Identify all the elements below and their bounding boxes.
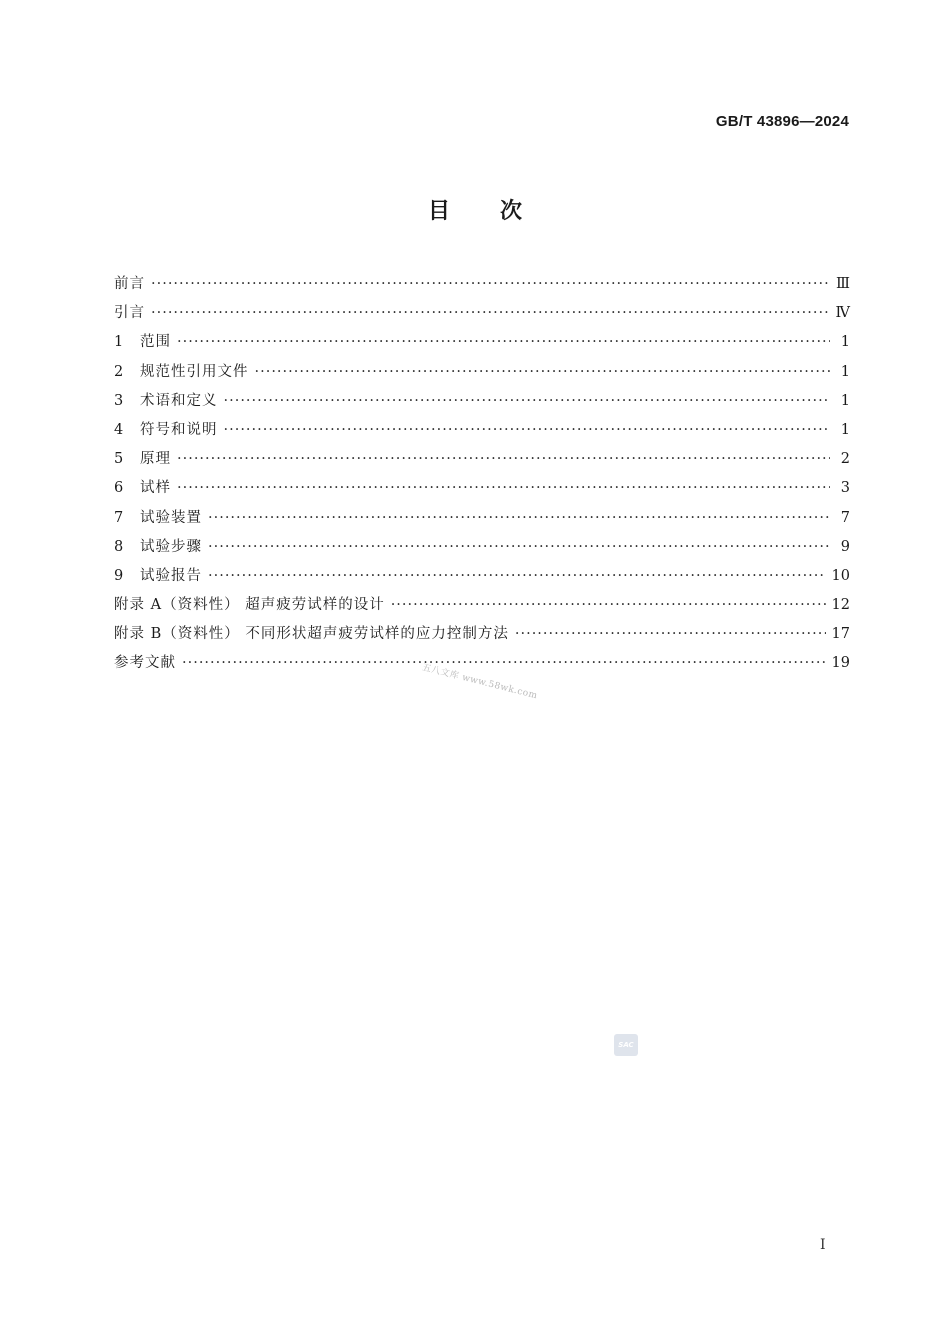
sac-logo: SAC	[614, 1034, 638, 1056]
toc-entry-label: 参考文献	[114, 655, 176, 672]
toc-entry-page: 2	[840, 451, 850, 468]
toc-entry-page: 1	[840, 363, 850, 380]
toc-entry-label: 前言	[114, 276, 145, 292]
toc-entry-number: 8	[114, 538, 124, 555]
toc-entry-9[interactable]	[114, 562, 850, 591]
toc-entry-page: 1	[840, 392, 850, 409]
toc-entry-label: 附录 A（资料性） 超声疲劳试样的设计	[114, 597, 385, 614]
table-of-contents	[114, 270, 850, 679]
toc-entry-number: 4	[114, 421, 124, 438]
toc-entry-label: 原理	[140, 451, 171, 468]
toc-entry-page: 9	[840, 538, 850, 555]
page-number: I	[820, 1237, 826, 1253]
toc-entry-page: 1	[840, 421, 850, 438]
toc-entry-label: 试验报告	[140, 567, 202, 584]
toc-entry-2[interactable]	[114, 358, 850, 387]
toc-entry-label: 试样	[140, 480, 171, 497]
toc-entry-page: 10	[831, 567, 850, 584]
toc-entry-label: 术语和定义	[140, 392, 218, 409]
toc-entry-label: 规范性引用文件	[140, 363, 249, 380]
toc-entry-page: 17	[831, 626, 850, 643]
toc-entry-page: Ⅲ	[836, 276, 850, 292]
toc-entry-number: 7	[114, 509, 124, 526]
toc-entry-number: 6	[114, 480, 124, 497]
toc-leader-dots	[224, 387, 831, 416]
toc-entry-number: 2	[114, 363, 124, 380]
toc-leader-dots	[177, 474, 830, 503]
toc-entry-number: 1	[114, 334, 124, 351]
toc-leader-dots	[224, 416, 831, 445]
toc-leader-dots	[391, 591, 826, 620]
toc-leader-dots	[255, 358, 831, 387]
toc-leader-dots	[151, 270, 830, 299]
toc-leader-dots	[151, 299, 830, 328]
toc-entry-4[interactable]	[114, 416, 850, 445]
toc-leader-dots	[208, 533, 830, 562]
toc-entry-page: 1	[840, 334, 850, 351]
toc-entry-5[interactable]	[114, 445, 850, 474]
toc-entry-8[interactable]	[114, 533, 850, 562]
toc-entry-page: 12	[831, 597, 850, 614]
toc-entry-annex-b[interactable]	[114, 620, 850, 649]
toc-entry-page: 19	[831, 655, 850, 672]
toc-entry-foreword[interactable]	[114, 270, 850, 299]
toc-entry-6[interactable]	[114, 474, 850, 503]
watermark: 五八文库 www.58wk.com	[420, 662, 539, 702]
toc-leader-dots	[208, 504, 830, 533]
standard-code: GB/T 43896—2024	[715, 113, 849, 130]
toc-leader-dots	[515, 620, 826, 649]
toc-entry-label: 附录 B（资料性） 不同形状超声疲劳试样的应力控制方法	[114, 626, 509, 643]
toc-entry-3[interactable]	[114, 387, 850, 416]
toc-entry-introduction[interactable]	[114, 299, 850, 328]
toc-entry-annex-a[interactable]	[114, 591, 850, 620]
toc-entry-page: 3	[840, 480, 850, 497]
toc-entry-label: 引言	[114, 305, 145, 322]
toc-entry-label: 试验装置	[140, 509, 202, 526]
toc-entry-page: 7	[840, 509, 850, 526]
toc-entry-number: 3	[114, 392, 124, 409]
toc-entry-label: 试验步骤	[140, 538, 202, 555]
toc-entry-number: 9	[114, 567, 124, 584]
toc-title: 目次	[427, 199, 572, 224]
toc-leader-dots	[182, 649, 826, 678]
toc-leader-dots	[177, 445, 830, 474]
toc-entry-7[interactable]	[114, 504, 850, 533]
toc-leader-dots	[208, 562, 826, 591]
toc-entry-page: Ⅳ	[835, 305, 850, 322]
toc-entry-label: 符号和说明	[140, 421, 218, 438]
toc-entry-1[interactable]	[114, 328, 850, 357]
toc-entry-number: 5	[114, 451, 124, 468]
toc-entry-label: 范围	[140, 334, 171, 351]
toc-leader-dots	[177, 328, 830, 357]
